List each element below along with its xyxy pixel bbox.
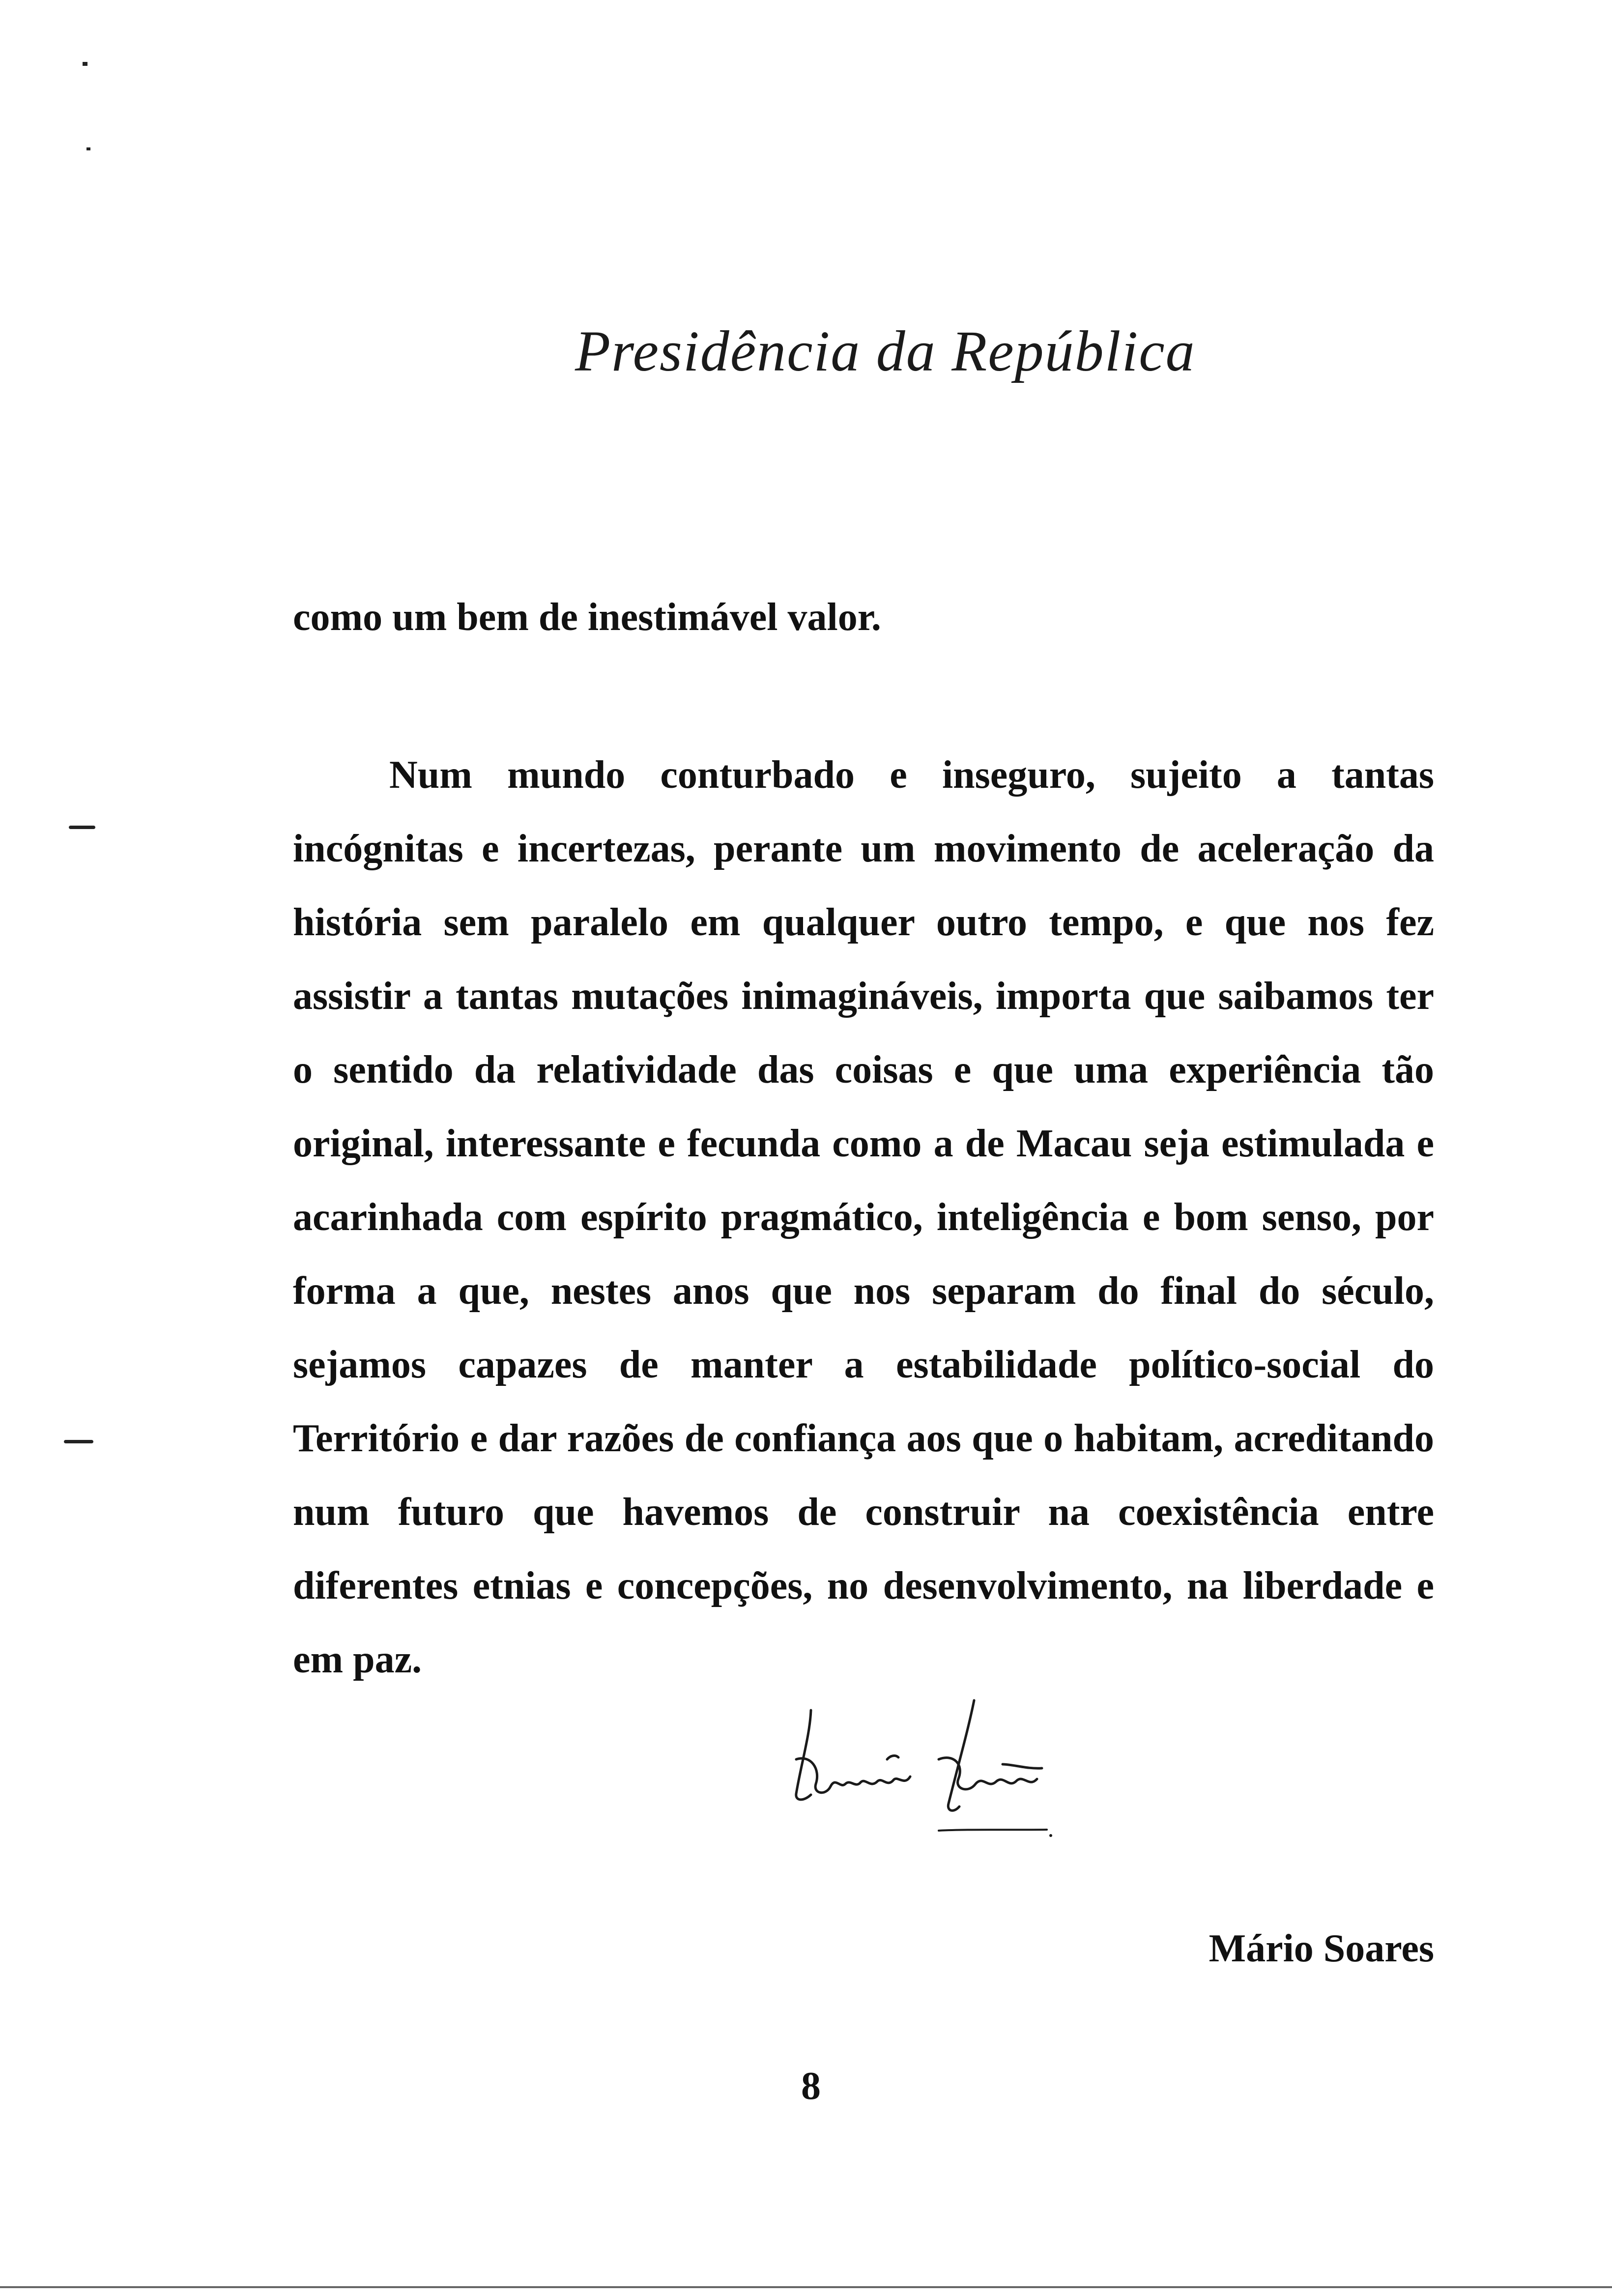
scan-artifact: [86, 147, 90, 150]
page-bottom-edge: [0, 2286, 1612, 2288]
page-number: 8: [801, 2065, 821, 2108]
opening-line: como um bem de inestimável valor.: [293, 596, 881, 639]
signer-name: Mário Soares: [1209, 1927, 1434, 1970]
scan-artifact: [83, 62, 87, 66]
scan-artifact: [69, 826, 95, 829]
handwritten-signature: [781, 1691, 1076, 1877]
scan-artifact: [64, 1440, 93, 1443]
letterhead-title: Presidência da República: [575, 319, 1196, 383]
body-paragraph: Num mundo conturbado e inseguro, sujeito a tantas incógnitas e incertezas, perante um movimento de aceleração da história sem paralelo em qualquer outro tempo, e que nos fez assistir a tantas mutações inimagináveis, importa que saibamos ter o sentido da relatividade das coisas e que uma experiência tão original, interessante e fecunda como a de Macau seja estimulada e acarinhada com espírito pragmático, inteligência e bom senso, por forma a que, nestes anos que nos separam do final do século, sejamos capazes de manter a estabilidade político-social do Território e dar razões de confiança aos que o habitam, acreditando num futuro que havemos de construir na coexistência entre diferentes etnias e concepções, no desenvolvimento, na liberdade e em paz.: [293, 753, 1434, 1681]
